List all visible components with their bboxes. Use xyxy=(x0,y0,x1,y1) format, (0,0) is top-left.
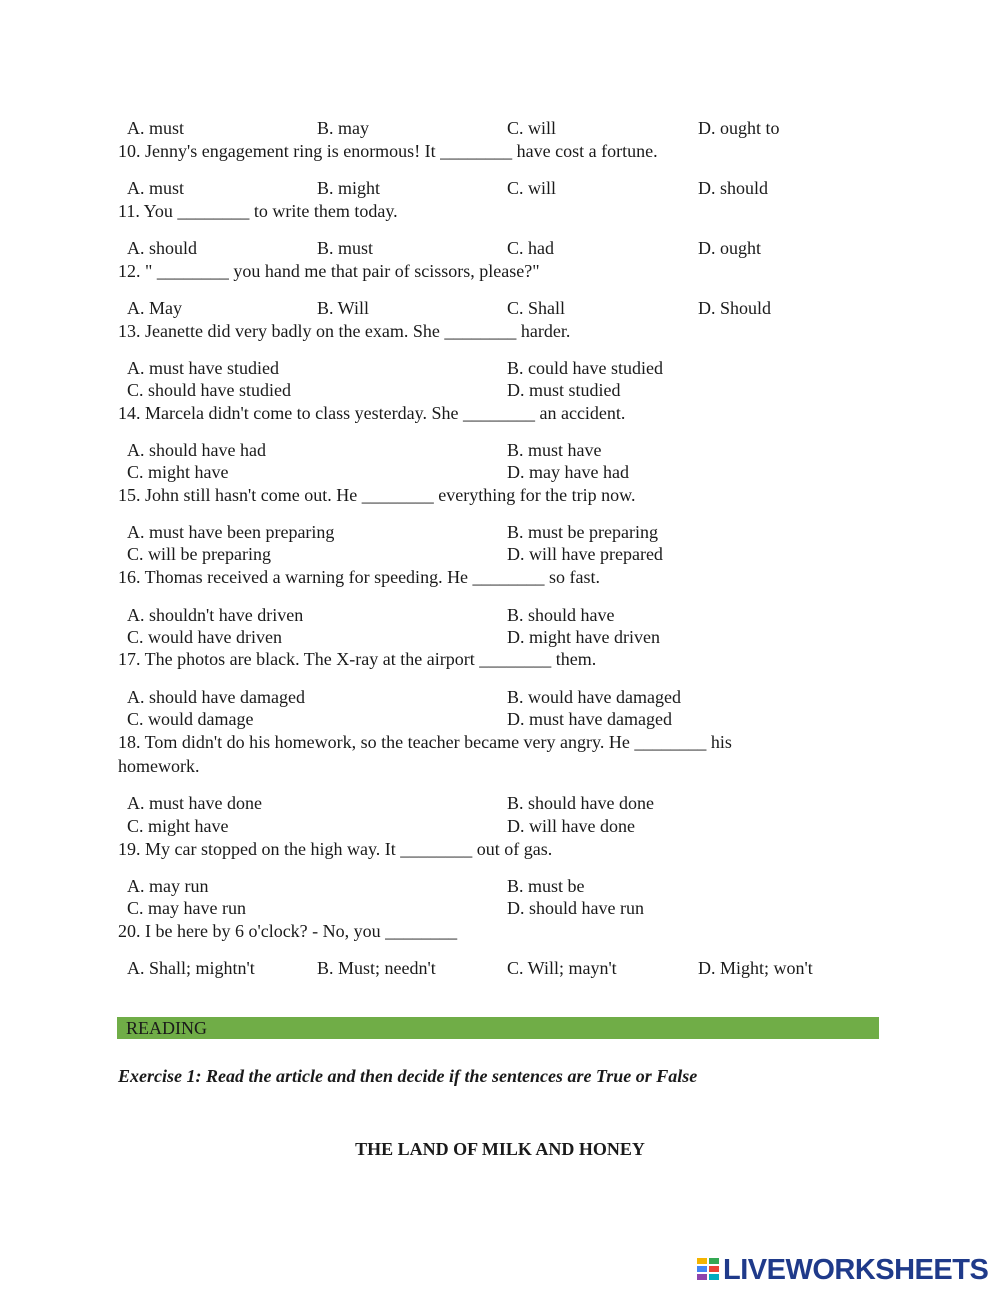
liveworksheets-logo xyxy=(697,1255,988,1285)
q19-option-d[interactable]: D. should have run xyxy=(507,898,644,918)
question-13-text: 13. Jeanette did very badly on the exam. She ________ harder. xyxy=(118,321,571,341)
question-18-text-continued: homework. xyxy=(118,756,200,776)
q19-option-c[interactable]: C. may have run xyxy=(127,898,246,918)
q10-option-d[interactable]: D. should xyxy=(698,178,769,198)
q14-option-b[interactable]: B. must have xyxy=(507,440,602,460)
q18-option-a[interactable]: A. must have done xyxy=(127,793,262,813)
q12-option-c[interactable]: C. Shall xyxy=(507,298,566,318)
q20-option-a[interactable]: A. Shall; mightn't xyxy=(127,958,255,978)
q16-option-a[interactable]: A. shouldn't have driven xyxy=(127,605,304,625)
question-14-text: 14. Marcela didn't come to class yesterday. She ________ an accident. xyxy=(118,403,626,423)
question-20-text: 20. I be here by 6 o'clock? - No, you ________ xyxy=(118,921,458,941)
question-15-text: 15. John still hasn't come out. He ________ everything for the trip now. xyxy=(118,485,636,505)
q12-option-a[interactable]: A. May xyxy=(127,298,182,318)
q10-option-a[interactable]: A. must xyxy=(127,178,185,198)
q19-option-b[interactable]: B. must be xyxy=(507,876,585,896)
question-17-text: 17. The photos are black. The X-ray at the airport ________ them. xyxy=(118,649,597,669)
reading-section-bar xyxy=(117,1017,879,1039)
q13-option-c[interactable]: C. should have studied xyxy=(127,380,291,400)
q16-option-d[interactable]: D. might have driven xyxy=(507,627,660,647)
q20-option-c[interactable]: C. Will; mayn't xyxy=(507,958,617,978)
q17-option-a[interactable]: A. should have damaged xyxy=(127,687,305,707)
q17-option-d[interactable]: D. must have damaged xyxy=(507,709,672,729)
q13-option-a[interactable]: A. must have studied xyxy=(127,358,279,378)
logo-text: LIVEWORKSHEETS xyxy=(723,1254,989,1286)
q9-option-d[interactable]: D. ought to xyxy=(698,118,780,138)
question-16-text: 16. Thomas received a warning for speeding. He ________ so fast. xyxy=(118,567,601,587)
article-title: THE LAND OF MILK AND HONEY xyxy=(355,1139,645,1159)
q15-option-a[interactable]: A. must have been preparing xyxy=(127,522,335,542)
exercise-instruction: Exercise 1: Read the article and then decide if the sentences are True or False xyxy=(118,1066,698,1086)
q18-option-c[interactable]: C. might have xyxy=(127,816,229,836)
q12-option-d[interactable]: D. Should xyxy=(698,298,772,318)
q16-option-b[interactable]: B. should have xyxy=(507,605,615,625)
q15-option-c[interactable]: C. will be preparing xyxy=(127,544,271,564)
section-label: READING xyxy=(126,1018,207,1038)
q15-option-d[interactable]: D. will have prepared xyxy=(507,544,663,564)
q9-option-b[interactable]: B. may xyxy=(317,118,369,138)
q11-option-b[interactable]: B. must xyxy=(317,238,374,258)
question-11-text: 11. You ________ to write them today. xyxy=(118,201,398,221)
q11-option-a[interactable]: A. should xyxy=(127,238,198,258)
q9-option-a[interactable]: A. must xyxy=(127,118,185,138)
q11-option-d[interactable]: D. ought xyxy=(698,238,761,258)
q11-option-c[interactable]: C. had xyxy=(507,238,554,258)
q17-option-c[interactable]: C. would damage xyxy=(127,709,254,729)
q18-option-d[interactable]: D. will have done xyxy=(507,816,635,836)
q14-option-d[interactable]: D. may have had xyxy=(507,462,629,482)
q14-option-c[interactable]: C. might have xyxy=(127,462,229,482)
q18-option-b[interactable]: B. should have done xyxy=(507,793,654,813)
q14-option-a[interactable]: A. should have had xyxy=(127,440,266,460)
q20-option-d[interactable]: D. Might; won't xyxy=(698,958,813,978)
question-12-text: 12. " ________ you hand me that pair of scissors, please?" xyxy=(118,261,540,281)
q20-option-b[interactable]: B. Must; needn't xyxy=(317,958,436,978)
q19-option-a[interactable]: A. may run xyxy=(127,876,209,896)
question-10-text: 10. Jenny's engagement ring is enormous! It ________ have cost a fortune. xyxy=(118,141,658,161)
q9-option-c[interactable]: C. will xyxy=(507,118,557,138)
q10-option-b[interactable]: B. might xyxy=(317,178,381,198)
q12-option-b[interactable]: B. Will xyxy=(317,298,369,318)
logo-blocks-icon xyxy=(697,1256,721,1284)
q15-option-b[interactable]: B. must be preparing xyxy=(507,522,658,542)
question-18-text: 18. Tom didn't do his homework, so the teacher became very angry. He ________ his xyxy=(118,732,732,752)
q16-option-c[interactable]: C. would have driven xyxy=(127,627,282,647)
q13-option-b[interactable]: B. could have studied xyxy=(507,358,663,378)
q17-option-b[interactable]: B. would have damaged xyxy=(507,687,681,707)
q10-option-c[interactable]: C. will xyxy=(507,178,557,198)
question-19-text: 19. My car stopped on the high way. It ________ out of gas. xyxy=(118,839,553,859)
q13-option-d[interactable]: D. must studied xyxy=(507,380,621,400)
